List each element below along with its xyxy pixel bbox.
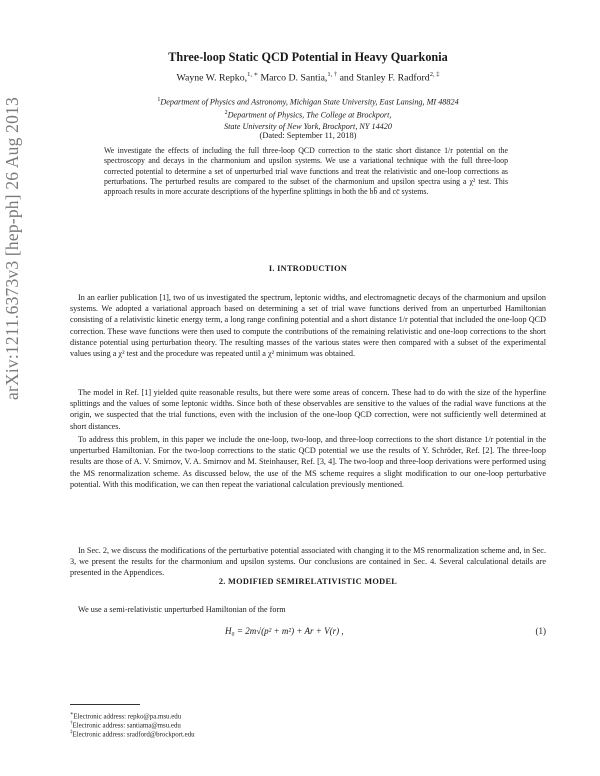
footnote-mark: †	[70, 721, 73, 726]
footnote-text: Electronic address: repko@pa.msu.edu	[73, 713, 182, 721]
paper-title: Three-loop Static QCD Potential in Heavy Quarkonia	[168, 50, 448, 64]
author-list	[70, 70, 546, 83]
dated-line: (Dated: September 11, 2018)	[259, 131, 357, 140]
author-name: Stanley F. Radford	[356, 72, 430, 84]
paragraph: In an earlier publication [1], two of us investigated the spectrum, leptonic widths, and electromagnetic decays of the charmonium and upsilon systems. We adopted a variational approach based on determining a set of trial wave functions derived from an unperturbed Hamiltonian consisting of a relativistic kinetic energy term, a long range confining potential and a short distance 1/r potential that included the one-loop QCD correction. These wave functions were then used to compute the contributions of the remaining relativistic and one-loop corrections to the short distance potential using perturbation theory. The resulting masses of the various states were then compared with a subset of the experimental values using a χ² test and the procedure was repeated until a χ² minimum was obtained.	[70, 293, 546, 359]
affiliation-text: Department of Physics, The College at Brockport,	[227, 110, 392, 120]
footnote-mark: ‡	[70, 730, 73, 735]
section-heading-introduction: I. INTRODUCTION	[268, 264, 348, 273]
author-conjunction: and	[339, 72, 354, 84]
abstract: We investigate the effects of including the full three-loop QCD correction to the static short distance 1/r potential on the spectroscopy and decays in the charmonium and upsilon systems. We use a variational technique with the full three-loop corrected potential to determine a set of unperturbed trial wave functions and treat the relativistic and one-loop corrections as perturbations. The perturbed results are compared to the subset of the charmonium and upsilon spectra using a χ² test. This approach results in more accurate descriptions of the hyperfine splittings in both the bb̄ and cc̄ systems.	[104, 146, 508, 197]
equation-body: H₀ = 2m√(p² + m²) + Ar + V(r) ,	[225, 626, 344, 636]
paragraph: The model in Ref. [1] yielded quite reasonable results, but there were some areas of concern. These had to do with the size of the hyperfine splittings and the values of some leptonic widths. Since both of these observables are sensitive to the values of the radial wave functions at the origin, we suspected that the trial functions, even with the inclusion of the one-loop QCD correction, were not sufficiently well determined at short distances.	[70, 388, 546, 431]
paragraph: We use a semi-relativistic unperturbed Hamiltonian of the form	[78, 605, 286, 614]
arxiv-identifier: arXiv:1211.6373v3 [hep-ph] 26 Aug 2013	[2, 97, 22, 400]
footnote-3	[70, 728, 546, 739]
footnote-text: Electronic address: santiama@msu.edu	[72, 722, 181, 730]
paragraph: In Sec. 2, we discuss the modifications of the perturbative potential associated with changing it to the MS renormalization scheme and, in Sec. 3, we present the results for the charmonium and upsilon systems. Our conclusions are contained in Sec. 4. Several calculational details are presented in the Appendices.	[70, 546, 546, 578]
author-name: Marco D. Santia,	[260, 72, 328, 84]
affiliation-mark: 1	[157, 97, 161, 103]
affiliation-text: Department of Physics and Astronomy, Michigan State University, East Lansing, MI 48824	[160, 97, 459, 107]
affiliation-mark: 2	[224, 110, 228, 116]
affiliation-1	[70, 95, 546, 108]
section-heading-model: 2. MODIFIED SEMIRELATIVISTIC MODEL	[218, 577, 398, 586]
equation-number: (1)	[535, 626, 546, 636]
author-mark: 1, ∗	[247, 71, 258, 78]
author-mark: 2, ‡	[429, 71, 440, 78]
footnote-mark: ∗	[70, 712, 74, 717]
paragraph: To address this problem, in this paper we include the one-loop, two-loop, and three-loop corrections to the short distance 1/r potential in the unperturbed Hamiltonian. For the two-loop corrections to the static QCD potential we use the results of Y. Schröder, Ref. [2]. The three-loop results are those of A. V. Smirnov, V. A. Smirnov and M. Steinhauser, Ref. [3, 4]. The two-loop and three-loop derivations were performed using the MS renormalization scheme. As discussed below, the use of the MS scheme requires a slight modification to our one-loop perturbative potential. With this modification, we can then repeat the variational calculation previously mentioned.	[70, 435, 546, 489]
author-mark: 1, †	[327, 71, 338, 78]
equation-1	[70, 626, 546, 644]
author-name: Wayne W. Repko,	[176, 72, 248, 84]
footnote-rule	[70, 704, 140, 705]
affiliation-text: State University of New York, Brockport, NY 14420	[224, 121, 392, 131]
footnote-text: Electronic address: sradford@brockport.edu	[72, 731, 195, 739]
affiliation-2	[70, 108, 546, 132]
